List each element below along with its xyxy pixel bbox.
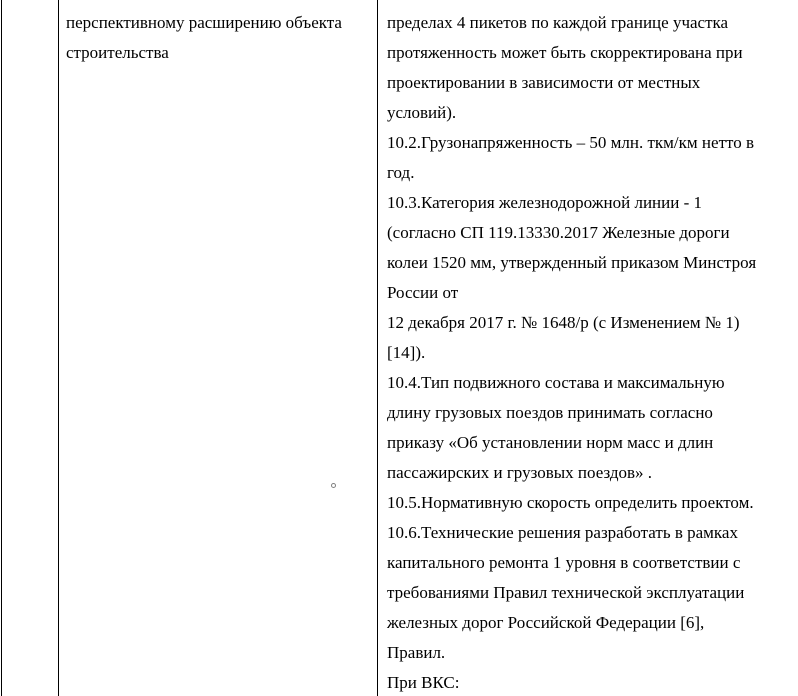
table-border-left	[1, 0, 2, 696]
cell-text-line: России от	[387, 283, 459, 302]
cell-text-line: пассажирских и грузовых поездов» .	[387, 463, 653, 482]
table-cell-right	[387, 8, 792, 696]
cell-text-line: (согласно СП 119.13330.2017 Железные дороги	[387, 223, 730, 242]
cell-text-line: приказу «Об установлении норм масс и длин	[387, 433, 714, 452]
anchor-marker-icon	[331, 483, 336, 488]
cell-text-line: 10.6.Технические решения разработать в рамках	[387, 523, 738, 542]
cell-text-line: 10.5.Нормативную скорость определить проектом.	[387, 493, 754, 512]
table-cell-middle	[66, 8, 372, 68]
cell-text-line: При ВКС:	[387, 673, 460, 692]
cell-text-line: год.	[387, 163, 415, 182]
cell-text-line: длину грузовых поездов принимать согласно	[387, 403, 713, 422]
cell-text-line: проектировании в зависимости от местных	[387, 73, 701, 92]
cell-text-line: строительства	[66, 43, 169, 62]
cell-text-line: требованиями Правил технической эксплуатации	[387, 583, 745, 602]
cell-text-line: 10.3.Категория железнодорожной линии - 1	[387, 193, 702, 212]
table-border-col2	[377, 0, 378, 696]
cell-text-line: колеи 1520 мм, утвержденный приказом Минстроя	[387, 253, 757, 272]
cell-text-line: Правил.	[387, 643, 446, 662]
cell-text-line: капитального ремонта 1 уровня в соответствии с	[387, 553, 741, 572]
cell-text-line: 10.2.Грузонапряженность – 50 млн. ткм/км нетто в	[387, 133, 754, 152]
cell-text-line: [14]).	[387, 343, 426, 362]
cell-text-line: железных дорог Российской Федерации [6],	[387, 613, 705, 632]
cell-text-line: условий).	[387, 103, 457, 122]
cell-text-line: протяженность может быть скорректирована при	[387, 43, 743, 62]
cell-text-line: пределах 4 пикетов по каждой границе участка	[387, 13, 729, 32]
cell-text-line: перспективному расширению объекта	[66, 13, 342, 32]
table-border-col1	[58, 0, 59, 696]
cell-text-line: 10.4.Тип подвижного состава и максимальную	[387, 373, 725, 392]
cell-text-line: 12 декабря 2017 г. № 1648/р (с Изменением № 1)	[387, 313, 740, 332]
